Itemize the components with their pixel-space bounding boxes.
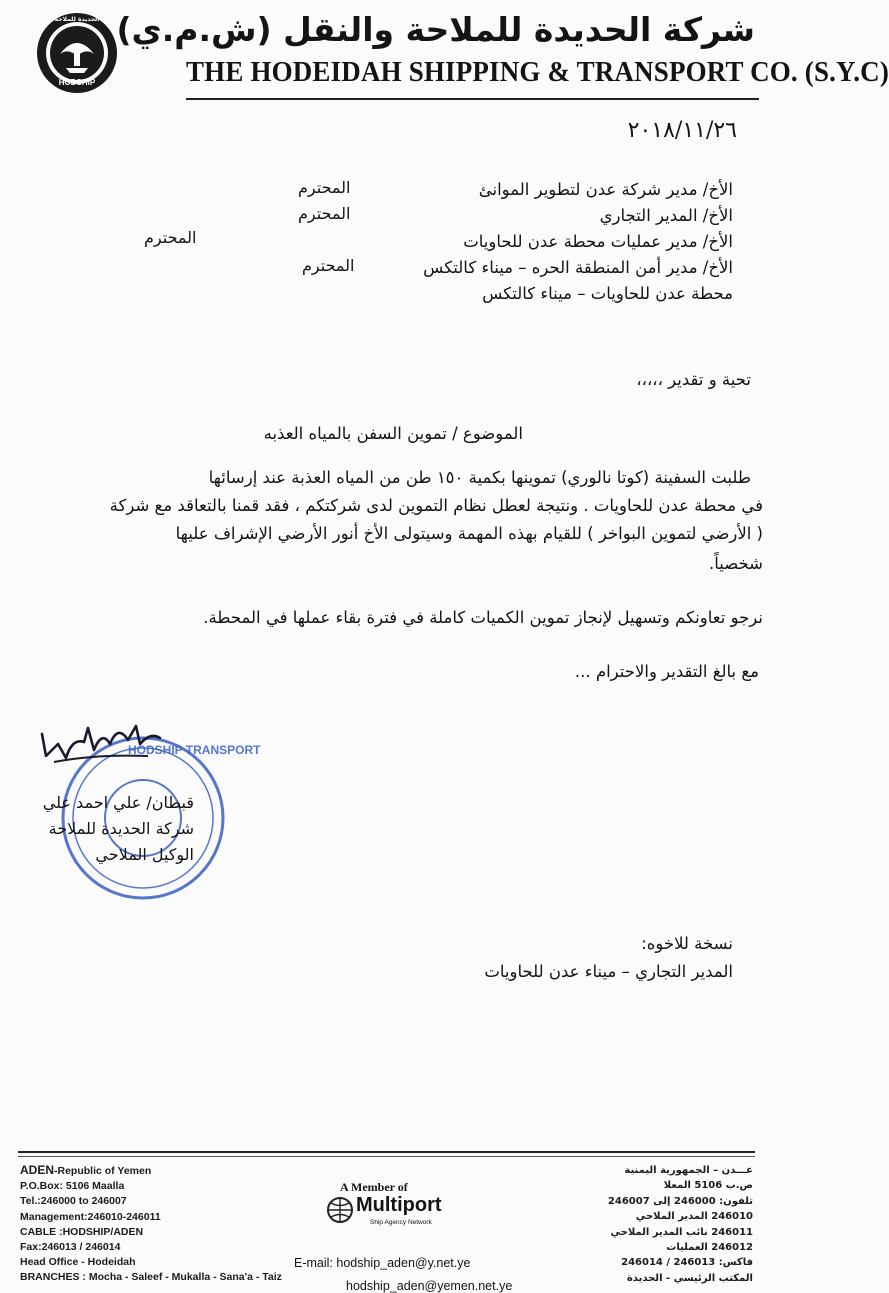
footer-rule	[18, 1151, 755, 1153]
signatory-title: الوكيل الملاحي	[95, 845, 194, 864]
company-name-english: THE HODEIDAH SHIPPING & TRANSPORT CO. (S.Y.C)	[186, 56, 889, 88]
recipient-honorific: المحترم	[302, 256, 355, 275]
footer-english-contact	[20, 1163, 282, 1286]
footer-po-box: P.O.Box: 5106 Maalla	[20, 1180, 125, 1193]
footer-tel: Tel.:246000 to 246007	[20, 1195, 127, 1208]
recipient-line: محطة عدن للحاويات – ميناء كالتكس	[482, 284, 733, 303]
header-rule	[186, 98, 759, 100]
body-paragraph-line: شخصياً.	[708, 554, 763, 573]
recipient-honorific: المحترم	[144, 228, 197, 247]
letter-date: ٢٠١٨/١١/٢٦	[627, 118, 737, 143]
footer-branches: BRANCHES : Mocha - Saleef - Mukalla - Sana'a - Taiz	[20, 1271, 282, 1284]
signatory-company: شركة الحديدة للملاحة	[48, 819, 194, 838]
footer-ar-line: 246011 نائب المدير الملاحي	[610, 1226, 753, 1238]
recipient-line: الأخ/ مدير شركة عدن لتطوير الموانئ	[478, 180, 733, 199]
company-name-arabic: شركة الحديدة للملاحة والنقل (ش.م.ي)	[116, 10, 755, 49]
recipient-honorific: المحترم	[298, 204, 351, 223]
greeting: تحية و تقدير ،،،،،	[636, 370, 751, 389]
signatory-block	[14, 790, 194, 868]
multiport-subtitle: Ship Agency Network	[370, 1219, 432, 1226]
recipient-honorific: المحترم	[298, 178, 351, 197]
footer-email-primary[interactable]: E-mail: hodship_aden@y.net.ye	[294, 1256, 471, 1270]
footer-ar-line: 246010 المدير الملاحي	[635, 1211, 753, 1223]
globe-icon	[326, 1196, 354, 1224]
multiport-name: Multiport	[356, 1194, 442, 1216]
body-paragraph-line: ( الأرضي لتموين البواخر ) للقيام بهذه المهمة وسيتولى الأخ أنور الأرضي الإشراف عليها	[175, 524, 763, 543]
footer-ar-line: المكتب الرئيسي - الحديدة	[626, 1272, 753, 1284]
footer-rule	[18, 1156, 755, 1157]
recipient-line: الأخ/ المدير التجاري	[599, 206, 733, 225]
copy-to-recipient: المدير التجاري – ميناء عدن للحاويات	[484, 962, 733, 981]
body-paragraph-line: في محطة عدن للحاويات . ونتيجة لعطل نظام التموين لدى شركتكم ، فقد قمنا بالتعاقد مع شركة	[109, 496, 763, 515]
footer-ar-line: فاكس: 246013 / 246014	[621, 1257, 753, 1269]
member-label: A Member of	[340, 1180, 408, 1194]
footer-fax: Fax:246013 / 246014	[20, 1241, 121, 1254]
footer-cable: CABLE :HODSHIP/ADEN	[20, 1225, 144, 1238]
signatory-name: قبطان/ علي احمد علي	[42, 793, 194, 812]
footer-head-office: Head Office - Hodeidah	[20, 1256, 136, 1269]
footer-ar-line: عـــدن – الجمهورية اليمنية	[624, 1165, 753, 1176]
footer-country: -Republic of Yemen	[54, 1165, 152, 1177]
body-paragraph-line: طلبت السفينة (كوتا نالوري) تموينها بكمية ١٥٠ طن من المياه العذبة عند إرسائها	[208, 468, 751, 487]
footer-ar-line: ص.ب 5106 المعلا	[663, 1180, 753, 1192]
handwritten-signature	[36, 714, 166, 774]
logo-english-text: HODSHIP	[58, 78, 96, 87]
closing-line: مع بالغ التقدير والاحترام ...	[574, 662, 759, 681]
stamp-text: HODSHIP TRANSPORT	[128, 743, 261, 757]
recipient-line: الأخ/ مدير عمليات محطة عدن للحاويات	[463, 232, 733, 251]
copy-to-label: نسخة للاخوه:	[641, 934, 733, 953]
copy-to-block	[484, 930, 733, 986]
footer-ar-line: تلفون: 246000 إلى 246007	[607, 1195, 753, 1207]
footer-email-secondary[interactable]: hodship_aden@yemen.net.ye	[346, 1279, 513, 1293]
footer-management: Management:246010-246011	[20, 1210, 161, 1223]
logo-arabic-text: الحديدة للملاحة	[54, 16, 100, 23]
footer-city: ADEN	[20, 1163, 55, 1177]
recipient-line: الأخ/ مدير أمن المنطقة الحره – ميناء كالتكس	[423, 258, 733, 277]
request-line: نرجو تعاونكم وتسهيل لإنجاز تموين الكميات كاملة في فترة بقاء عملها في المحطة.	[203, 608, 763, 627]
subject-line: الموضوع / تموين السفن بالمياه العذبه	[263, 424, 523, 443]
footer-arabic-contact	[608, 1163, 753, 1286]
footer-ar-line: 246012 العمليات	[666, 1242, 753, 1254]
